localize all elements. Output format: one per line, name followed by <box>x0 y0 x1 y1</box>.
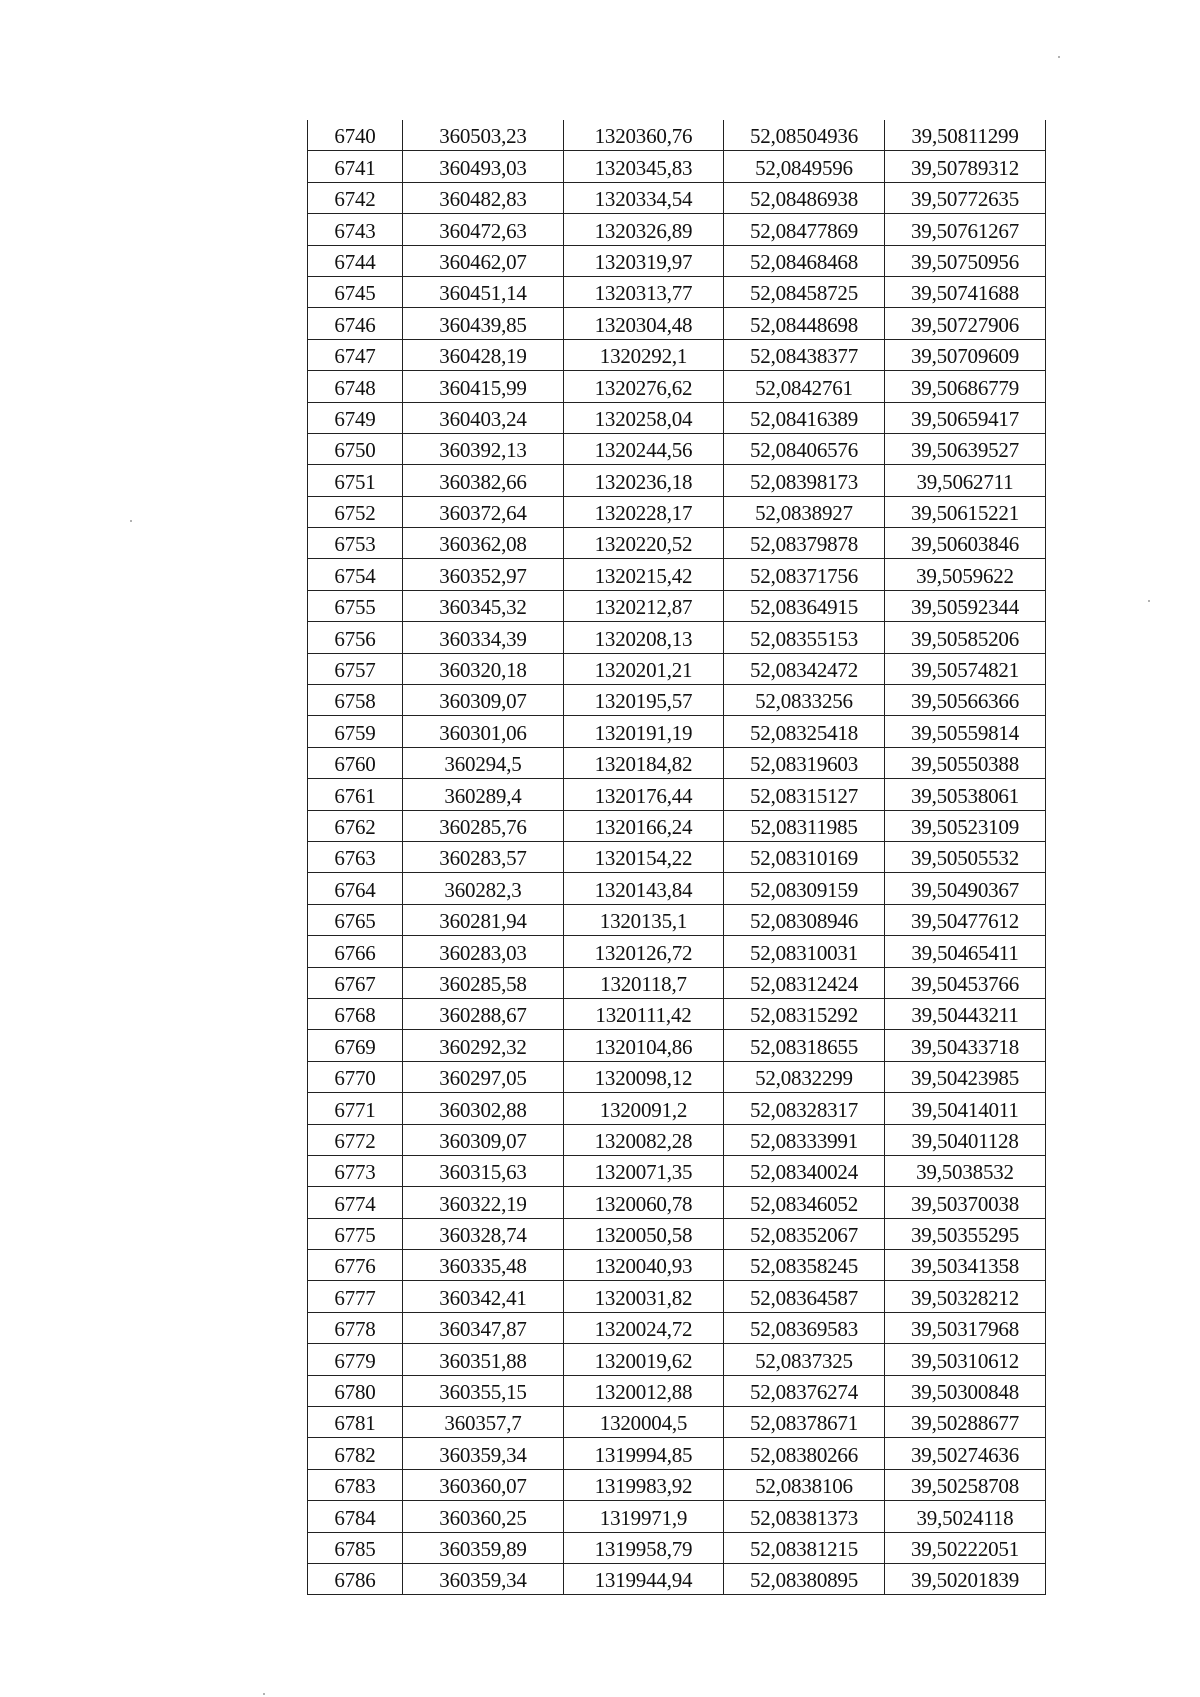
y-coordinate-cell: 1320334,54 <box>564 182 724 213</box>
table-row <box>308 998 1046 1029</box>
point-number-cell: 6784 <box>308 1501 403 1532</box>
latitude-cell: 52,08315127 <box>724 779 885 810</box>
y-coordinate-cell: 1320031,82 <box>564 1281 724 1312</box>
table-row <box>308 1407 1046 1438</box>
table-row <box>308 653 1046 684</box>
point-number-cell: 6779 <box>308 1344 403 1375</box>
latitude-cell: 52,08342472 <box>724 653 885 684</box>
table-row <box>308 622 1046 653</box>
y-coordinate-cell: 1320082,28 <box>564 1124 724 1155</box>
y-coordinate-cell: 1320345,83 <box>564 151 724 182</box>
y-coordinate-cell: 1320244,56 <box>564 433 724 464</box>
latitude-cell: 52,08315292 <box>724 998 885 1029</box>
longitude-cell: 39,50761267 <box>885 214 1046 245</box>
x-coordinate-cell: 360362,08 <box>403 528 564 559</box>
point-number-cell: 6780 <box>308 1375 403 1406</box>
table-row <box>308 339 1046 370</box>
point-number-cell: 6744 <box>308 245 403 276</box>
latitude-cell: 52,08381215 <box>724 1532 885 1563</box>
latitude-cell: 52,0838927 <box>724 496 885 527</box>
y-coordinate-cell: 1320118,7 <box>564 967 724 998</box>
x-coordinate-cell: 360352,97 <box>403 559 564 590</box>
point-number-cell: 6742 <box>308 182 403 213</box>
point-number-cell: 6761 <box>308 779 403 810</box>
table-row <box>308 1281 1046 1312</box>
table-row <box>308 873 1046 904</box>
table-row <box>308 245 1046 276</box>
longitude-cell: 39,50603846 <box>885 528 1046 559</box>
latitude-cell: 52,08333991 <box>724 1124 885 1155</box>
point-number-cell: 6774 <box>308 1187 403 1218</box>
latitude-cell: 52,08379878 <box>724 528 885 559</box>
latitude-cell: 52,08380895 <box>724 1563 885 1594</box>
longitude-cell: 39,50559814 <box>885 716 1046 747</box>
x-coordinate-cell: 360309,07 <box>403 1124 564 1155</box>
latitude-cell: 52,08381373 <box>724 1501 885 1532</box>
longitude-cell: 39,50811299 <box>885 120 1046 151</box>
longitude-cell: 39,50550388 <box>885 747 1046 778</box>
table-row <box>308 214 1046 245</box>
point-number-cell: 6768 <box>308 998 403 1029</box>
longitude-cell: 39,50686779 <box>885 371 1046 402</box>
latitude-cell: 52,08364915 <box>724 590 885 621</box>
y-coordinate-cell: 1320060,78 <box>564 1187 724 1218</box>
longitude-cell: 39,50789312 <box>885 151 1046 182</box>
table-row <box>308 1312 1046 1343</box>
longitude-cell: 39,50566366 <box>885 685 1046 716</box>
longitude-cell: 39,50355295 <box>885 1218 1046 1249</box>
point-number-cell: 6783 <box>308 1469 403 1500</box>
table-row <box>308 1375 1046 1406</box>
x-coordinate-cell: 360451,14 <box>403 276 564 307</box>
longitude-cell: 39,50401128 <box>885 1124 1046 1155</box>
table-row <box>308 528 1046 559</box>
table-row <box>308 747 1046 778</box>
y-coordinate-cell: 1320360,76 <box>564 120 724 151</box>
y-coordinate-cell: 1320236,18 <box>564 465 724 496</box>
table-row <box>308 496 1046 527</box>
latitude-cell: 52,08477869 <box>724 214 885 245</box>
point-number-cell: 6755 <box>308 590 403 621</box>
table-row <box>308 151 1046 182</box>
scan-speck <box>263 1693 265 1695</box>
latitude-cell: 52,08416389 <box>724 402 885 433</box>
x-coordinate-cell: 360360,07 <box>403 1469 564 1500</box>
x-coordinate-cell: 360322,19 <box>403 1187 564 1218</box>
table-row <box>308 1061 1046 1092</box>
y-coordinate-cell: 1320212,87 <box>564 590 724 621</box>
point-number-cell: 6746 <box>308 308 403 339</box>
x-coordinate-cell: 360357,7 <box>403 1407 564 1438</box>
longitude-cell: 39,50370038 <box>885 1187 1046 1218</box>
point-number-cell: 6745 <box>308 276 403 307</box>
x-coordinate-cell: 360282,3 <box>403 873 564 904</box>
latitude-cell: 52,08371756 <box>724 559 885 590</box>
point-number-cell: 6769 <box>308 1030 403 1061</box>
table-row <box>308 276 1046 307</box>
x-coordinate-cell: 360355,15 <box>403 1375 564 1406</box>
y-coordinate-cell: 1320276,62 <box>564 371 724 402</box>
latitude-cell: 52,0837325 <box>724 1344 885 1375</box>
longitude-cell: 39,5062711 <box>885 465 1046 496</box>
longitude-cell: 39,50443211 <box>885 998 1046 1029</box>
table-row <box>308 371 1046 402</box>
point-number-cell: 6782 <box>308 1438 403 1469</box>
table-row <box>308 1344 1046 1375</box>
table-row <box>308 1469 1046 1500</box>
longitude-cell: 39,50659417 <box>885 402 1046 433</box>
point-number-cell: 6765 <box>308 904 403 935</box>
table-row <box>308 1155 1046 1186</box>
x-coordinate-cell: 360493,03 <box>403 151 564 182</box>
latitude-cell: 52,08504936 <box>724 120 885 151</box>
y-coordinate-cell: 1320220,52 <box>564 528 724 559</box>
y-coordinate-cell: 1320326,89 <box>564 214 724 245</box>
point-number-cell: 6751 <box>308 465 403 496</box>
table-row <box>308 308 1046 339</box>
y-coordinate-cell: 1319983,92 <box>564 1469 724 1500</box>
x-coordinate-cell: 360472,63 <box>403 214 564 245</box>
point-number-cell: 6754 <box>308 559 403 590</box>
y-coordinate-cell: 1320126,72 <box>564 936 724 967</box>
point-number-cell: 6741 <box>308 151 403 182</box>
latitude-cell: 52,08406576 <box>724 433 885 464</box>
table-row <box>308 904 1046 935</box>
x-coordinate-cell: 360428,19 <box>403 339 564 370</box>
point-number-cell: 6762 <box>308 810 403 841</box>
longitude-cell: 39,50727906 <box>885 308 1046 339</box>
latitude-cell: 52,08310031 <box>724 936 885 967</box>
longitude-cell: 39,50709609 <box>885 339 1046 370</box>
latitude-cell: 52,08328317 <box>724 1093 885 1124</box>
table-row <box>308 465 1046 496</box>
x-coordinate-cell: 360372,64 <box>403 496 564 527</box>
x-coordinate-cell: 360347,87 <box>403 1312 564 1343</box>
scan-speck <box>1148 600 1150 602</box>
point-number-cell: 6743 <box>308 214 403 245</box>
table-row <box>308 590 1046 621</box>
table-row <box>308 402 1046 433</box>
y-coordinate-cell: 1319994,85 <box>564 1438 724 1469</box>
x-coordinate-cell: 360302,88 <box>403 1093 564 1124</box>
point-number-cell: 6772 <box>308 1124 403 1155</box>
latitude-cell: 52,08448698 <box>724 308 885 339</box>
y-coordinate-cell: 1319971,9 <box>564 1501 724 1532</box>
point-number-cell: 6786 <box>308 1563 403 1594</box>
table-row <box>308 1250 1046 1281</box>
point-number-cell: 6766 <box>308 936 403 967</box>
longitude-cell: 39,50288677 <box>885 1407 1046 1438</box>
point-number-cell: 6760 <box>308 747 403 778</box>
y-coordinate-cell: 1320191,19 <box>564 716 724 747</box>
x-coordinate-cell: 360285,76 <box>403 810 564 841</box>
longitude-cell: 39,50741688 <box>885 276 1046 307</box>
table-row <box>308 716 1046 747</box>
y-coordinate-cell: 1320098,12 <box>564 1061 724 1092</box>
x-coordinate-cell: 360288,67 <box>403 998 564 1029</box>
longitude-cell: 39,50433718 <box>885 1030 1046 1061</box>
table-row <box>308 685 1046 716</box>
y-coordinate-cell: 1320313,77 <box>564 276 724 307</box>
x-coordinate-cell: 360359,34 <box>403 1563 564 1594</box>
y-coordinate-cell: 1320135,1 <box>564 904 724 935</box>
longitude-cell: 39,50258708 <box>885 1469 1046 1500</box>
point-number-cell: 6753 <box>308 528 403 559</box>
y-coordinate-cell: 1320166,24 <box>564 810 724 841</box>
table-row <box>308 1532 1046 1563</box>
latitude-cell: 52,08369583 <box>724 1312 885 1343</box>
y-coordinate-cell: 1320228,17 <box>564 496 724 527</box>
x-coordinate-cell: 360283,57 <box>403 841 564 872</box>
latitude-cell: 52,08376274 <box>724 1375 885 1406</box>
longitude-cell: 39,50201839 <box>885 1563 1046 1594</box>
y-coordinate-cell: 1320104,86 <box>564 1030 724 1061</box>
point-number-cell: 6740 <box>308 120 403 151</box>
latitude-cell: 52,08468468 <box>724 245 885 276</box>
latitude-cell: 52,08438377 <box>724 339 885 370</box>
table-row <box>308 433 1046 464</box>
latitude-cell: 52,08346052 <box>724 1187 885 1218</box>
longitude-cell: 39,50328212 <box>885 1281 1046 1312</box>
table-row <box>308 182 1046 213</box>
point-number-cell: 6748 <box>308 371 403 402</box>
point-number-cell: 6785 <box>308 1532 403 1563</box>
longitude-cell: 39,50505532 <box>885 841 1046 872</box>
longitude-cell: 39,5024118 <box>885 1501 1046 1532</box>
y-coordinate-cell: 1320050,58 <box>564 1218 724 1249</box>
longitude-cell: 39,50465411 <box>885 936 1046 967</box>
y-coordinate-cell: 1320304,48 <box>564 308 724 339</box>
point-number-cell: 6777 <box>308 1281 403 1312</box>
x-coordinate-cell: 360315,63 <box>403 1155 564 1186</box>
point-number-cell: 6770 <box>308 1061 403 1092</box>
latitude-cell: 52,08325418 <box>724 716 885 747</box>
x-coordinate-cell: 360320,18 <box>403 653 564 684</box>
table-row <box>308 810 1046 841</box>
latitude-cell: 52,08380266 <box>724 1438 885 1469</box>
longitude-cell: 39,50423985 <box>885 1061 1046 1092</box>
longitude-cell: 39,50300848 <box>885 1375 1046 1406</box>
point-number-cell: 6781 <box>308 1407 403 1438</box>
x-coordinate-cell: 360335,48 <box>403 1250 564 1281</box>
y-coordinate-cell: 1320004,5 <box>564 1407 724 1438</box>
table-row <box>308 1563 1046 1594</box>
point-number-cell: 6756 <box>308 622 403 653</box>
latitude-cell: 52,08310169 <box>724 841 885 872</box>
x-coordinate-cell: 360297,05 <box>403 1061 564 1092</box>
latitude-cell: 52,08458725 <box>724 276 885 307</box>
longitude-cell: 39,50317968 <box>885 1312 1046 1343</box>
longitude-cell: 39,50477612 <box>885 904 1046 935</box>
y-coordinate-cell: 1320292,1 <box>564 339 724 370</box>
latitude-cell: 52,08378671 <box>724 1407 885 1438</box>
x-coordinate-cell: 360359,34 <box>403 1438 564 1469</box>
latitude-cell: 52,08486938 <box>724 182 885 213</box>
x-coordinate-cell: 360415,99 <box>403 371 564 402</box>
point-number-cell: 6752 <box>308 496 403 527</box>
longitude-cell: 39,50490367 <box>885 873 1046 904</box>
y-coordinate-cell: 1320012,88 <box>564 1375 724 1406</box>
x-coordinate-cell: 360294,5 <box>403 747 564 778</box>
latitude-cell: 52,08364587 <box>724 1281 885 1312</box>
x-coordinate-cell: 360334,39 <box>403 622 564 653</box>
x-coordinate-cell: 360382,66 <box>403 465 564 496</box>
x-coordinate-cell: 360328,74 <box>403 1218 564 1249</box>
x-coordinate-cell: 360439,85 <box>403 308 564 339</box>
scan-speck <box>1058 56 1060 58</box>
y-coordinate-cell: 1320258,04 <box>564 402 724 433</box>
x-coordinate-cell: 360309,07 <box>403 685 564 716</box>
latitude-cell: 52,0838106 <box>724 1469 885 1500</box>
x-coordinate-cell: 360345,32 <box>403 590 564 621</box>
point-number-cell: 6767 <box>308 967 403 998</box>
longitude-cell: 39,50639527 <box>885 433 1046 464</box>
point-number-cell: 6763 <box>308 841 403 872</box>
longitude-cell: 39,50772635 <box>885 182 1046 213</box>
table-row <box>308 1124 1046 1155</box>
y-coordinate-cell: 1320091,2 <box>564 1093 724 1124</box>
x-coordinate-cell: 360285,58 <box>403 967 564 998</box>
y-coordinate-cell: 1320071,35 <box>564 1155 724 1186</box>
latitude-cell: 52,08318655 <box>724 1030 885 1061</box>
x-coordinate-cell: 360360,25 <box>403 1501 564 1532</box>
coordinates-table <box>307 120 1046 1595</box>
latitude-cell: 52,0842761 <box>724 371 885 402</box>
point-number-cell: 6747 <box>308 339 403 370</box>
longitude-cell: 39,50585206 <box>885 622 1046 653</box>
latitude-cell: 52,08340024 <box>724 1155 885 1186</box>
x-coordinate-cell: 360292,32 <box>403 1030 564 1061</box>
x-coordinate-cell: 360359,89 <box>403 1532 564 1563</box>
table-row <box>308 1093 1046 1124</box>
y-coordinate-cell: 1320154,22 <box>564 841 724 872</box>
point-number-cell: 6758 <box>308 685 403 716</box>
scan-speck <box>130 520 132 522</box>
point-number-cell: 6771 <box>308 1093 403 1124</box>
x-coordinate-cell: 360392,13 <box>403 433 564 464</box>
longitude-cell: 39,50592344 <box>885 590 1046 621</box>
y-coordinate-cell: 1320215,42 <box>564 559 724 590</box>
longitude-cell: 39,50414011 <box>885 1093 1046 1124</box>
longitude-cell: 39,50574821 <box>885 653 1046 684</box>
x-coordinate-cell: 360482,83 <box>403 182 564 213</box>
longitude-cell: 39,50523109 <box>885 810 1046 841</box>
point-number-cell: 6757 <box>308 653 403 684</box>
y-coordinate-cell: 1320176,44 <box>564 779 724 810</box>
latitude-cell: 52,08398173 <box>724 465 885 496</box>
x-coordinate-cell: 360281,94 <box>403 904 564 935</box>
longitude-cell: 39,50310612 <box>885 1344 1046 1375</box>
latitude-cell: 52,0849596 <box>724 151 885 182</box>
latitude-cell: 52,08355153 <box>724 622 885 653</box>
y-coordinate-cell: 1320024,72 <box>564 1312 724 1343</box>
point-number-cell: 6750 <box>308 433 403 464</box>
longitude-cell: 39,50274636 <box>885 1438 1046 1469</box>
point-number-cell: 6776 <box>308 1250 403 1281</box>
table-row <box>308 120 1046 151</box>
table-row <box>308 841 1046 872</box>
y-coordinate-cell: 1320319,97 <box>564 245 724 276</box>
table-row <box>308 559 1046 590</box>
y-coordinate-cell: 1320184,82 <box>564 747 724 778</box>
y-coordinate-cell: 1320040,93 <box>564 1250 724 1281</box>
coordinates-table-body <box>308 120 1046 1595</box>
latitude-cell: 52,08308946 <box>724 904 885 935</box>
y-coordinate-cell: 1320195,57 <box>564 685 724 716</box>
y-coordinate-cell: 1320208,13 <box>564 622 724 653</box>
table-row <box>308 1030 1046 1061</box>
latitude-cell: 52,08312424 <box>724 967 885 998</box>
point-number-cell: 6775 <box>308 1218 403 1249</box>
x-coordinate-cell: 360283,03 <box>403 936 564 967</box>
y-coordinate-cell: 1320019,62 <box>564 1344 724 1375</box>
x-coordinate-cell: 360342,41 <box>403 1281 564 1312</box>
longitude-cell: 39,50615221 <box>885 496 1046 527</box>
longitude-cell: 39,50222051 <box>885 1532 1046 1563</box>
x-coordinate-cell: 360403,24 <box>403 402 564 433</box>
point-number-cell: 6773 <box>308 1155 403 1186</box>
x-coordinate-cell: 360301,06 <box>403 716 564 747</box>
point-number-cell: 6759 <box>308 716 403 747</box>
point-number-cell: 6749 <box>308 402 403 433</box>
x-coordinate-cell: 360289,4 <box>403 779 564 810</box>
table-row <box>308 1218 1046 1249</box>
y-coordinate-cell: 1319958,79 <box>564 1532 724 1563</box>
y-coordinate-cell: 1320201,21 <box>564 653 724 684</box>
latitude-cell: 52,08358245 <box>724 1250 885 1281</box>
y-coordinate-cell: 1319944,94 <box>564 1563 724 1594</box>
latitude-cell: 52,08352067 <box>724 1218 885 1249</box>
point-number-cell: 6778 <box>308 1312 403 1343</box>
x-coordinate-cell: 360351,88 <box>403 1344 564 1375</box>
table-row <box>308 1187 1046 1218</box>
longitude-cell: 39,50341358 <box>885 1250 1046 1281</box>
point-number-cell: 6764 <box>308 873 403 904</box>
longitude-cell: 39,5038532 <box>885 1155 1046 1186</box>
table-row <box>308 936 1046 967</box>
longitude-cell: 39,50453766 <box>885 967 1046 998</box>
longitude-cell: 39,50538061 <box>885 779 1046 810</box>
longitude-cell: 39,50750956 <box>885 245 1046 276</box>
latitude-cell: 52,0832299 <box>724 1061 885 1092</box>
latitude-cell: 52,08309159 <box>724 873 885 904</box>
x-coordinate-cell: 360462,07 <box>403 245 564 276</box>
latitude-cell: 52,0833256 <box>724 685 885 716</box>
table-row <box>308 1438 1046 1469</box>
longitude-cell: 39,5059622 <box>885 559 1046 590</box>
y-coordinate-cell: 1320143,84 <box>564 873 724 904</box>
table-row <box>308 779 1046 810</box>
x-coordinate-cell: 360503,23 <box>403 120 564 151</box>
latitude-cell: 52,08319603 <box>724 747 885 778</box>
table-row <box>308 967 1046 998</box>
latitude-cell: 52,08311985 <box>724 810 885 841</box>
table-row <box>308 1501 1046 1532</box>
y-coordinate-cell: 1320111,42 <box>564 998 724 1029</box>
